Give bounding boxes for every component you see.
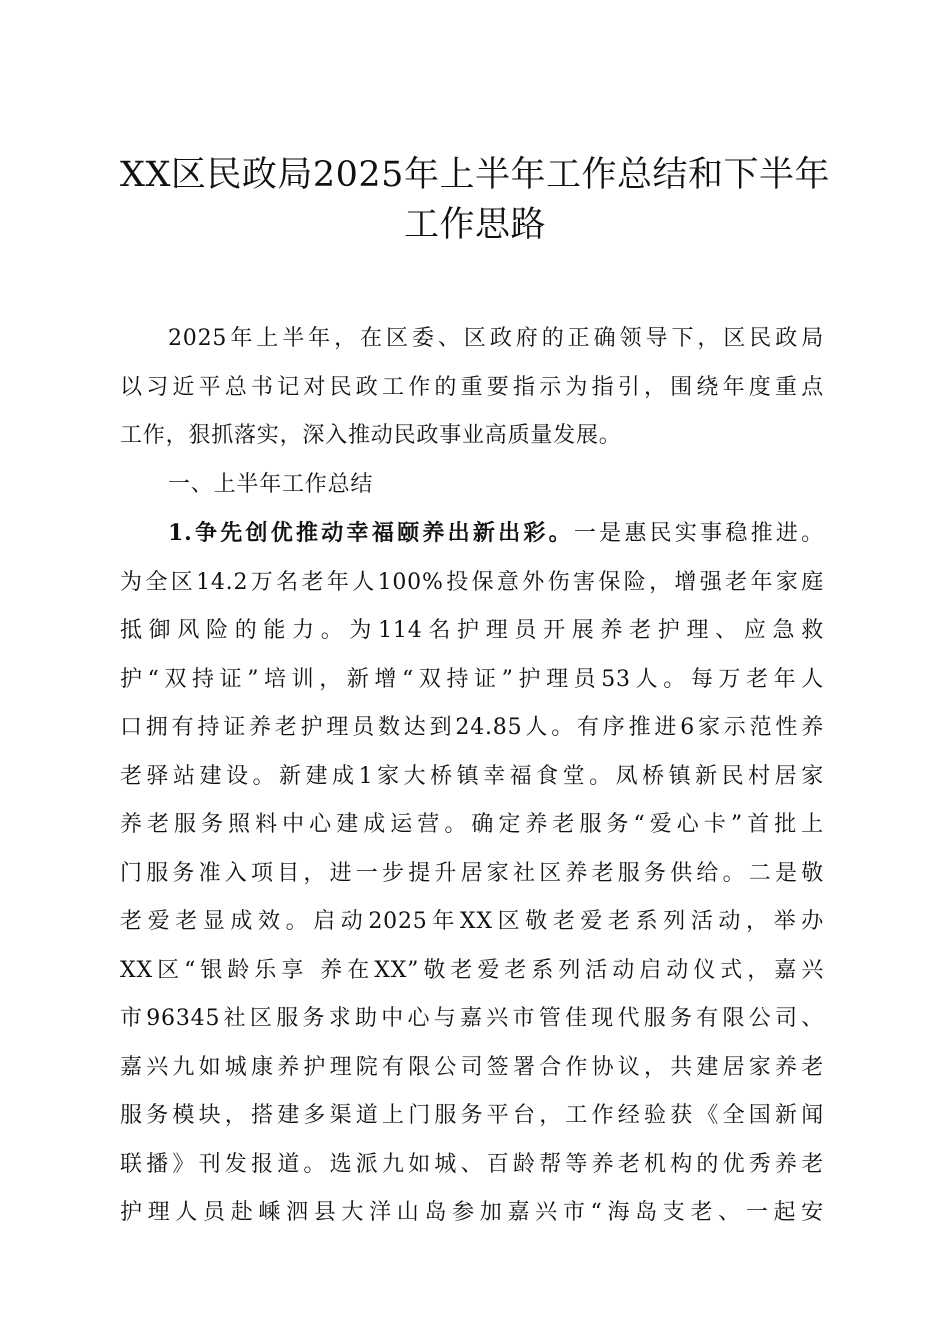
- item-line: 联播》刊发报道。选派九如城、百龄帮等养老机构的优秀养老: [120, 1151, 824, 1177]
- item-lead: 1.争先创优推动幸福颐养出新出彩。: [168, 520, 574, 546]
- item-first-line-rest: 一是惠民实事稳推进。: [573, 521, 824, 546]
- title-line-1: XX区民政局2025年上半年工作总结和下半年: [120, 155, 830, 195]
- item-line: 为全区14.2万名老年人100%投保意外伤害保险，增强老年家庭: [120, 569, 824, 595]
- item-line: 抵御风险的能力。为114名护理员开展养老护理、应急救: [120, 618, 824, 643]
- item-line: XX区“银龄乐享 养在XX”敬老爱老系列活动启动仪式，嘉兴: [120, 957, 824, 983]
- item-line: 门服务准入项目，进一步提升居家社区养老服务供给。二是敬: [120, 860, 824, 886]
- section-heading: 一、上半年工作总结: [168, 471, 374, 497]
- document-body: [120, 315, 824, 1238]
- item-line: 护“双持证”培训，新增“双持证”护理员53人。每万老年人: [120, 666, 824, 692]
- item-line: 养老服务照料中心建成运营。确定养老服务“爱心卡”首批上: [120, 812, 824, 837]
- item-line: 老爱老显成效。启动2025年XX区敬老爱老系列活动，举办: [120, 909, 824, 934]
- item-line: 口拥有持证养老护理员数达到24.85人。有序推进6家示范性养: [120, 715, 824, 740]
- intro-line: 以习近平总书记对民政工作的重要指示为指引，围绕年度重点: [120, 374, 824, 400]
- title-line-2: 工作思路: [403, 205, 546, 245]
- item-line: 市96345社区服务求助中心与嘉兴市管佳现代服务有限公司、: [120, 1006, 824, 1031]
- item-line: 嘉兴九如城康养护理院有限公司签署合作协议，共建居家养老: [120, 1054, 824, 1080]
- item-first-line: [120, 509, 824, 559]
- item-line: 护理人员赴嵊泗县大洋山岛参加嘉兴市“海岛支老、一起安: [120, 1200, 824, 1225]
- item-line: 老驿站建设。新建成1家大桥镇幸福食堂。凤桥镇新民村居家: [120, 763, 824, 789]
- page-title: [110, 150, 840, 250]
- intro-line: 工作，狠抓落实，深入推动民政事业高质量发展。: [120, 423, 622, 448]
- intro-line: 2025年上半年，在区委、区政府的正确领导下，区民政局: [168, 326, 824, 351]
- item-line: 服务模块，搭建多渠道上门服务平台，工作经验获《全国新闻: [120, 1103, 824, 1128]
